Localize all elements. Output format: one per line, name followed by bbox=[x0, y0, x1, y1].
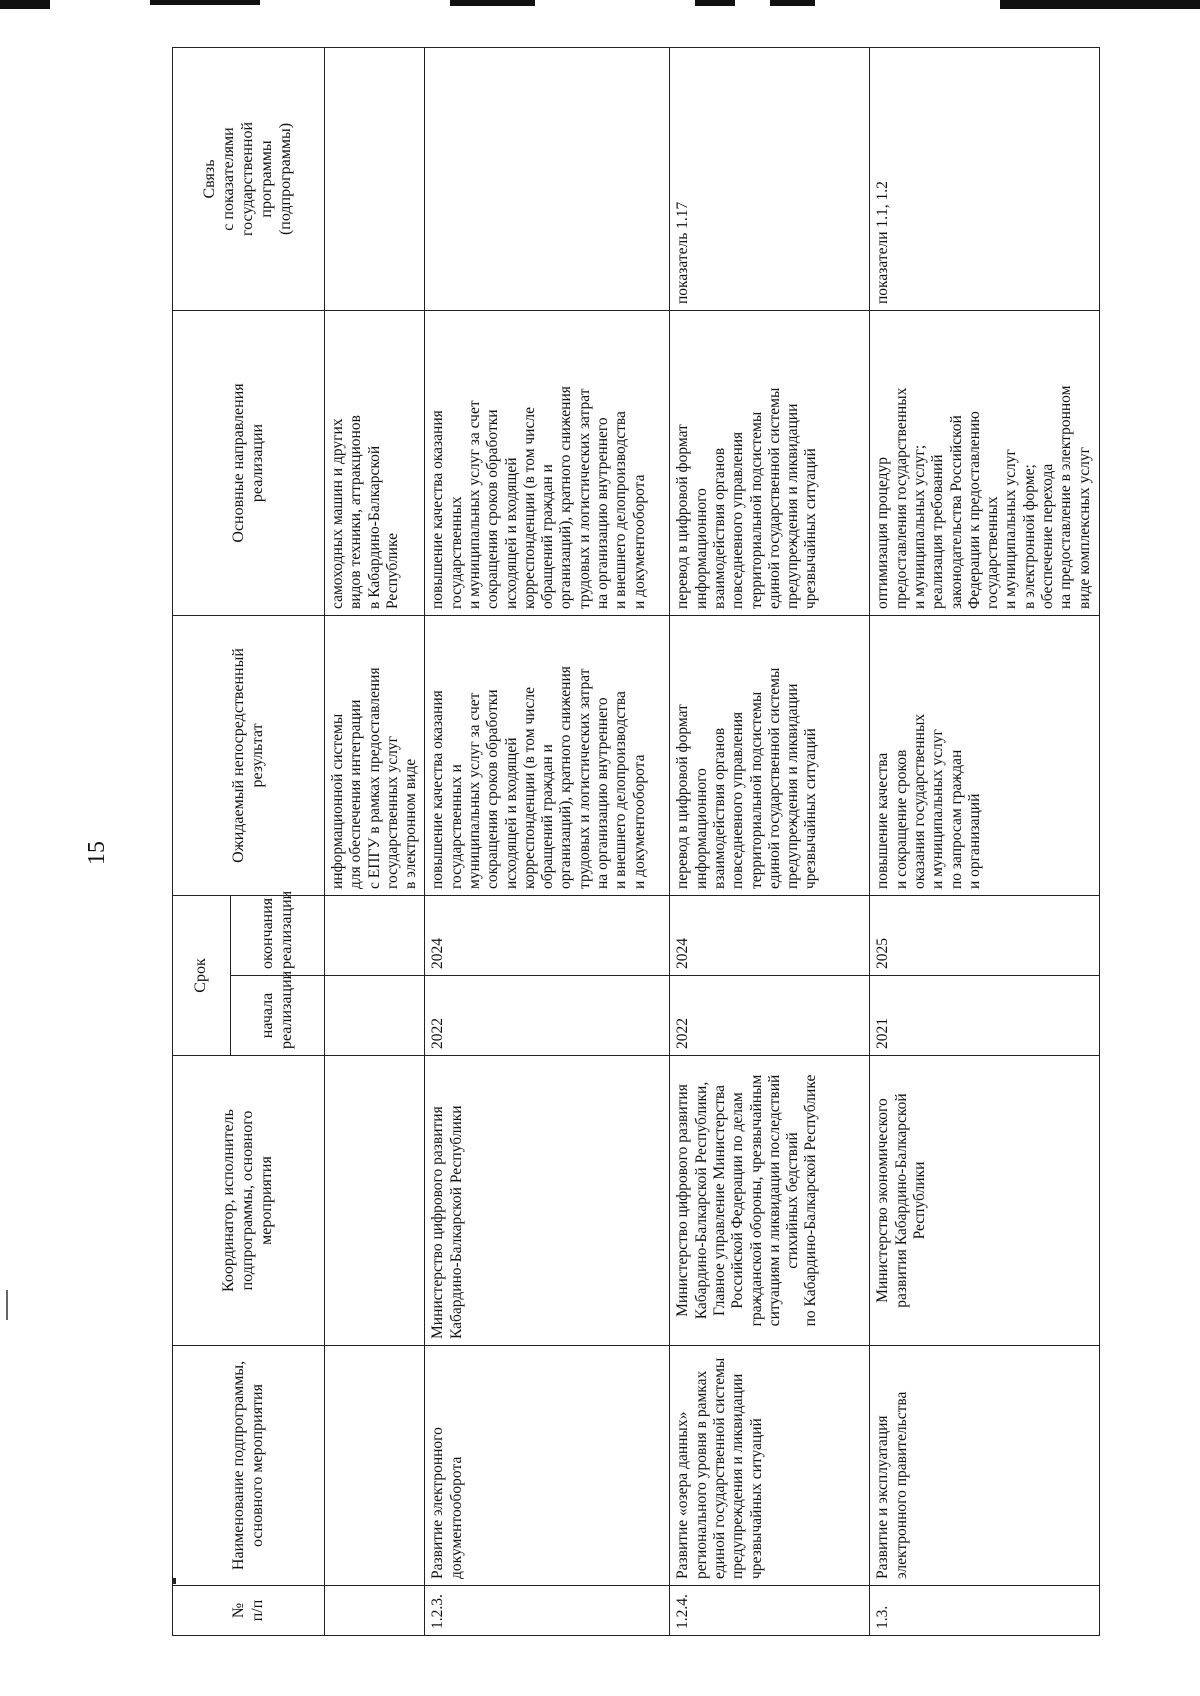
page-number: 15 bbox=[84, 841, 110, 865]
cell-result: перевод в цифровой формат информационного взаимодействия органов повседневного управления территориальной подсистемы единой государственной системы предупреждения и ликвидации чрезвычайных ситуаций bbox=[670, 615, 870, 895]
header-coordinator: Координатор, исполнитель подпрограммы, основного мероприятия bbox=[173, 1056, 325, 1346]
cell-start: 2022 bbox=[670, 976, 870, 1056]
cell-directions: перевод в цифровой формат информационного взаимодействия органов повседневного управления территориальной подсистемы единой государственной системы предупреждения и ликвидации чрезвычайных ситуаций bbox=[670, 310, 870, 615]
scan-edge-mark bbox=[0, 0, 50, 9]
cell-result: информационной системы для обеспечения интеграции с ЕПГУ в рамках предоставления государственных услуг в электронном виде bbox=[325, 615, 425, 895]
cell-start bbox=[325, 976, 425, 1056]
scan-edge-mark bbox=[695, 0, 735, 6]
cell-coordinator: Министерство цифрового развития Кабардино-Балкарской Республики, Главное управление Министерства Российской Федерации по делам гражданской обороны, чрезвычайным ситуациям и ликвидации последствий стихийных бедствий по Кабардино-Балкарской Республике bbox=[670, 1056, 870, 1346]
header-num: № п/п bbox=[173, 1586, 325, 1636]
cell-coordinator bbox=[325, 1056, 425, 1346]
cell-num: 1.2.4. bbox=[670, 1586, 870, 1636]
cell-directions: самоходных машин и других видов техники, аттракционов в Кабардино-Балкарской Республике bbox=[325, 310, 425, 615]
cell-name: Развитие электронного документооборота bbox=[425, 1346, 670, 1586]
cell-end: 2024 bbox=[670, 895, 870, 975]
scan-edge-mark bbox=[1000, 0, 1200, 9]
header-period: Срок bbox=[173, 895, 231, 1055]
scan-speck bbox=[6, 1290, 8, 1320]
cell-result: повышение качества оказания государственных и муниципальных услуг за счет сокращения сроков обработки исходящей и входящей корреспонденции (в том числе обращений граждан и организаций), кратного снижения трудовых и логистических затрат на организацию внутреннего и внешнего делопроизводства и документооборота bbox=[425, 615, 670, 895]
cell-end: 2025 bbox=[870, 895, 1100, 975]
cell-link bbox=[425, 47, 670, 310]
scan-edge-mark bbox=[770, 0, 815, 6]
header-row bbox=[173, 47, 231, 1635]
table-row bbox=[870, 47, 1100, 1635]
cell-num bbox=[325, 1586, 425, 1636]
header-start: начала реализации bbox=[231, 976, 325, 1056]
table-row bbox=[670, 47, 870, 1635]
cell-end bbox=[325, 895, 425, 975]
rotated-table-container bbox=[172, 48, 1092, 1636]
scan-edge-mark bbox=[450, 0, 535, 6]
scan-edge-mark bbox=[150, 0, 260, 5]
header-directions: Основные направления реализации bbox=[173, 310, 325, 615]
cell-name: Развитие и эксплуатация электронного правительства bbox=[870, 1346, 1100, 1586]
cell-coordinator: Министерство цифрового развития Кабардино-Балкарской Республики bbox=[425, 1056, 670, 1346]
cell-num: 1.2.3. bbox=[425, 1586, 670, 1636]
cell-start: 2021 bbox=[870, 976, 1100, 1056]
program-table bbox=[172, 47, 1100, 1636]
cell-directions: повышение качества оказания государственных и муниципальных услуг за счет сокращения сроков обработки исходящей и входящей корреспонденции (в том числе обращений граждан и организаций), кратного снижения трудовых и логистических затрат на организацию внутреннего и внешнего делопроизводства и документооборота bbox=[425, 310, 670, 615]
cell-link: показатель 1.17 bbox=[670, 47, 870, 310]
header-result: Ожидаемый непосредственный результат bbox=[173, 615, 325, 895]
cell-link bbox=[325, 47, 425, 310]
table-row bbox=[325, 47, 425, 1635]
cell-directions: оптимизация процедур предоставления государственных и муниципальных услуг; реализация требований законодательства Российской Федерации к предоставлению государственных и муниципальных услуг в электронной форме; обеспечение перехода на предоставление в электронном виде комплексных услуг bbox=[870, 310, 1100, 615]
table-row bbox=[425, 47, 670, 1635]
cell-end: 2024 bbox=[425, 895, 670, 975]
cell-coordinator: Министерство экономического развития Кабардино-Балкарской Республики bbox=[870, 1056, 1100, 1346]
cell-start: 2022 bbox=[425, 976, 670, 1056]
cell-link: показатели 1.1, 1.2 bbox=[870, 47, 1100, 310]
header-link: Связь с показателями государственной программы (подпрограммы) bbox=[173, 47, 325, 310]
cell-num: 1.3. bbox=[870, 1586, 1100, 1636]
cell-name: Развитие «озера данных» регионального уровня в рамках единой государственной системы предупреждения и ликвидации чрезвычайных ситуаций bbox=[670, 1346, 870, 1586]
header-end: окончания реализации bbox=[231, 895, 325, 975]
header-name: Наименование подпрограммы, основного мероприятия bbox=[173, 1346, 325, 1586]
cell-result: повышение качества и сокращение сроков оказания государственных и муниципальных услуг по запросам граждан и организаций bbox=[870, 615, 1100, 895]
cell-name bbox=[325, 1346, 425, 1586]
